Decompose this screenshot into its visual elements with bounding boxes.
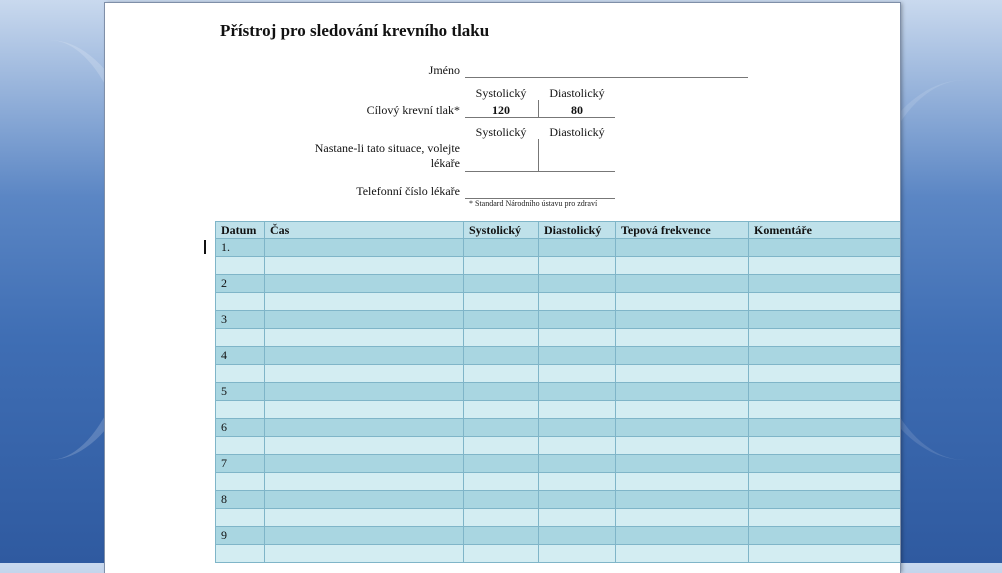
- call-diastolic-header: Diastolický: [549, 125, 605, 139]
- document-title: Přístroj pro sledování krevního tlaku: [220, 21, 490, 40]
- table-row[interactable]: [216, 347, 901, 365]
- date-cell[interactable]: 7: [216, 455, 265, 473]
- table-row[interactable]: [216, 545, 901, 563]
- table-row[interactable]: [216, 455, 901, 473]
- call-doctor-label-line2: lékaře: [430, 156, 460, 170]
- date-cell[interactable]: 2: [216, 275, 265, 293]
- call-line[interactable]: [465, 171, 615, 172]
- target-systolic-value[interactable]: 120: [492, 103, 510, 117]
- table-row[interactable]: [216, 491, 901, 509]
- table-row[interactable]: [216, 311, 901, 329]
- table-row[interactable]: [216, 365, 901, 383]
- target-divider: [538, 100, 539, 117]
- table-row[interactable]: [216, 401, 901, 419]
- call-doctor-label-line1: Nastane-li tato situace, volejte: [314, 141, 460, 155]
- name-line[interactable]: [465, 77, 748, 78]
- target-line: [465, 117, 615, 118]
- target-bp-label: Cílový krevní tlak*: [366, 103, 460, 117]
- column-header-date: Datum: [216, 222, 265, 239]
- table-row[interactable]: [216, 473, 901, 491]
- target-systolic-header: Systolický: [475, 86, 527, 100]
- call-doctor-label: [255, 141, 460, 171]
- column-header-systolic: Systolický: [464, 222, 539, 239]
- date-cell[interactable]: 9: [216, 527, 265, 545]
- footnote: * Standard Národního ústavu pro zdraví: [469, 199, 598, 208]
- date-cell[interactable]: 4: [216, 347, 265, 365]
- name-label: Jméno: [428, 63, 460, 77]
- table-row[interactable]: [216, 329, 901, 347]
- date-cell[interactable]: 5: [216, 383, 265, 401]
- table-row[interactable]: [216, 527, 901, 545]
- table-row[interactable]: [216, 257, 901, 275]
- table-row[interactable]: [216, 383, 901, 401]
- date-cell[interactable]: 8: [216, 491, 265, 509]
- table-header-row: [216, 222, 901, 239]
- column-header-diastolic: Diastolický: [539, 222, 616, 239]
- bp-log-table: [215, 221, 900, 563]
- table-row[interactable]: [216, 509, 901, 527]
- call-divider: [538, 139, 539, 171]
- target-diastolic-header: Diastolický: [549, 86, 605, 100]
- date-cell[interactable]: 6: [216, 419, 265, 437]
- table-row[interactable]: [216, 437, 901, 455]
- table-row[interactable]: [216, 293, 901, 311]
- phone-label: Telefonní číslo lékaře: [356, 184, 460, 198]
- table-row[interactable]: [216, 275, 901, 293]
- column-header-time: Čas: [265, 222, 464, 239]
- table-row[interactable]: [216, 239, 901, 257]
- column-header-pulse: Tepová frekvence: [616, 222, 749, 239]
- call-systolic-header: Systolický: [475, 125, 527, 139]
- table-row[interactable]: [216, 419, 901, 437]
- target-diastolic-value[interactable]: 80: [571, 103, 583, 117]
- date-cell[interactable]: 3: [216, 311, 265, 329]
- text-cursor: [204, 240, 206, 254]
- column-header-comments: Komentáře: [749, 222, 901, 239]
- document-page[interactable]: [105, 3, 900, 573]
- date-cell[interactable]: 1.: [216, 239, 265, 257]
